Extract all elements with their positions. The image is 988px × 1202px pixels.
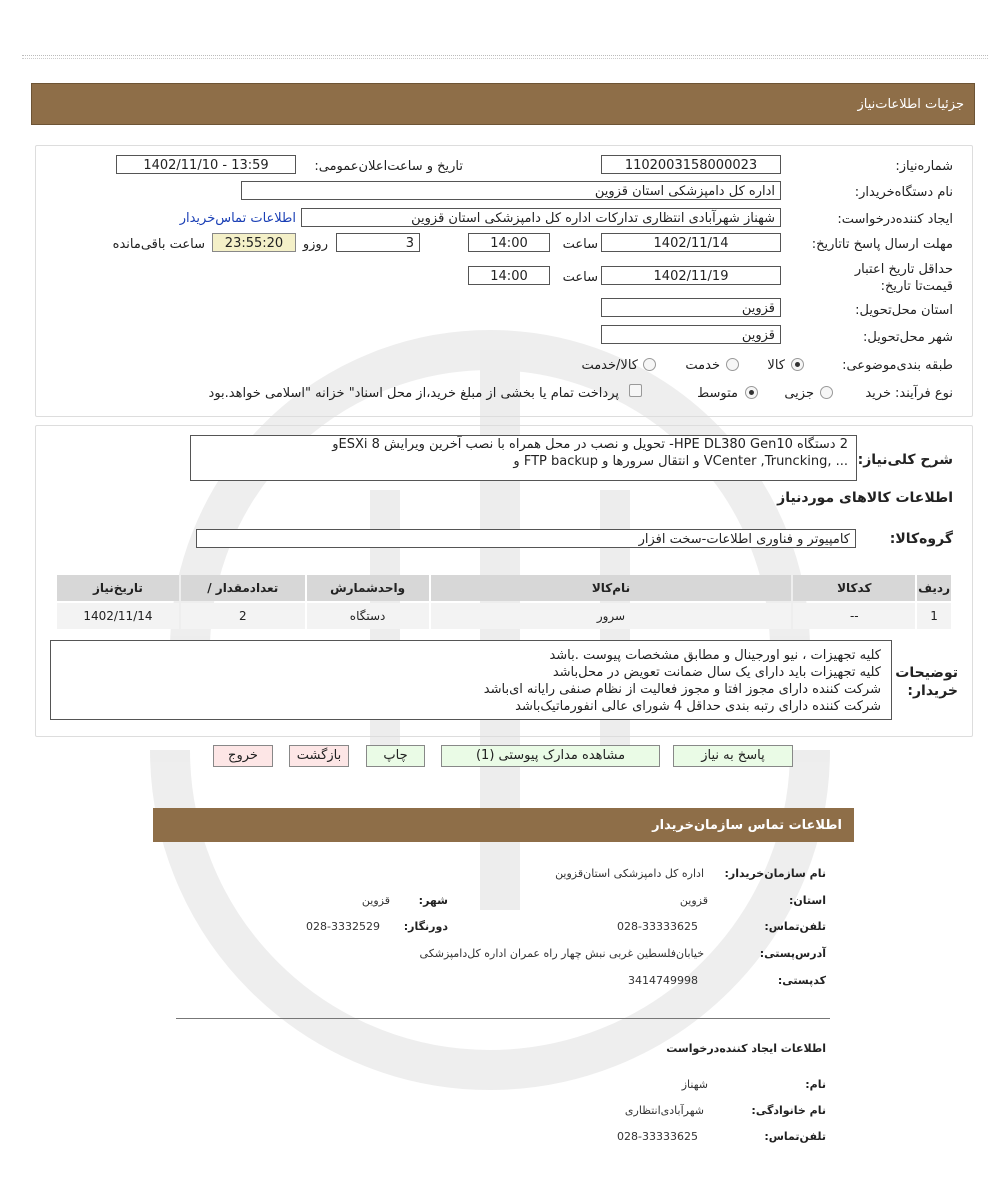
category-goods-radio[interactable] [791,358,804,371]
announce-label: تاریخ و ساعت‌اعلان‌عمومی: [314,159,463,174]
buyer-notes-field [50,640,892,720]
description-label: شرح کلی‌نیاز: [857,452,953,468]
category-service-radio[interactable] [726,358,739,371]
process-small-radio[interactable] [820,386,833,399]
divider [176,1018,830,1019]
exit-button[interactable]: خروج [213,745,273,767]
buyer-note-line: کلیه تجهیزات ، نیو اورجینال و مطابق مشخصات پیوست .باشد [549,648,881,663]
top-dotted-line [22,55,988,56]
need-number-label: شماره‌نیاز: [895,159,953,174]
category-service-label: خدمت [685,358,720,373]
col-row: ردیف [917,575,951,601]
contact-title: اطلاعات تماس سازمان‌خریدار [652,818,842,833]
creator-phone-value: 028-33333625 [617,1130,698,1143]
deadline-date-field: 1402/11/14 [601,233,781,252]
deadline-time-label: ساعت [562,237,598,252]
creator-label: ایجاد کننده‌درخواست: [837,212,953,227]
validity-label: حداقل تاریخ اعتبار قیمت‌تا تاریخ: [854,262,953,294]
remaining-time-field: 23:55:20 [212,233,296,252]
col-qty: تعداد‌مقدار / [181,575,305,601]
creator-name-label: نام: [805,1078,826,1091]
postal-value: 3414749998 [628,974,698,987]
buyer-field: اداره کل دامپزشکی استان قزوین [241,181,781,200]
process-medium-label: متوسط [697,386,738,401]
postal-label: کد‌پستی: [777,974,826,987]
group-label: گروه‌کالا: [889,531,953,547]
validity-date-field: 1402/11/19 [601,266,781,285]
city-field: قزوین [601,325,781,344]
back-button[interactable]: بازگشت [289,745,349,767]
org-value: اداره کل دامپزشکی استان‌قزوین [555,867,704,880]
address-value: خیابان‌فلسطین غربی نبش چهار راه عمران اداره کل‌دامپزشکی [419,947,704,960]
deadline-time-field: 14:00 [468,233,550,252]
contact-header [153,808,854,842]
top-dotted-line-2 [22,58,988,59]
contact-city-value: قزوین [361,894,390,907]
items-table-header [57,575,951,601]
buyer-note-line: شرکت کننده دارای مجوز افتا و مجوز فعالیت از نظام صنفی رایانه ای‌باشد [483,682,881,697]
days-label: روزو [302,237,328,252]
buyer-contact-link[interactable]: اطلاعات تماس‌خریدار [179,211,296,226]
payment-note: پرداخت تمام یا بخشی از مبلغ خرید،از محل اسناد" خزانه "اسلامی خواهد.بود [208,386,619,401]
reply-button[interactable]: پاسخ به نیاز [673,745,793,767]
fax-label: دورنگار: [403,920,448,933]
contact-province-value: قزوین [679,894,708,907]
province-field: قزوین [601,298,781,317]
description-field [190,435,857,481]
cell-code: -- [793,603,915,629]
remaining-label: ساعت باقی‌مانده [112,237,205,252]
deadline-label: مهلت ارسال پاسخ تا‌تاریخ: [811,237,953,252]
creator-family-label: نام خانوادگی: [751,1104,826,1117]
col-name: نام‌کالا [431,575,792,601]
process-medium-radio[interactable] [745,386,758,399]
cell-date: 1402/11/14 [57,603,179,629]
city-label: شهر محل‌تحویل: [863,330,953,345]
buyer-note-line: کلیه تجهیزات باید دارای یک سال ضمانت تعویض در محل‌باشد [552,665,881,680]
category-label: طبقه بندی‌موضوعی: [842,358,953,373]
attachments-button[interactable]: مشاهده مدارک پیوستی (1) [441,745,660,767]
print-button[interactable]: چاپ [366,745,425,767]
col-code: کدکالا [793,575,915,601]
province-label: استان محل‌تحویل: [855,303,953,318]
process-label: نوع فرآیند: [895,386,953,401]
category-both-radio[interactable] [643,358,656,371]
payment-checkbox[interactable] [629,384,642,397]
description-line-1: 2 دستگاه HPE DL380 Gen10- تحویل و نصب در محل همراه با نصب آخرین ویرایش ESXi 8و [332,437,848,452]
category-both-label: کالا/خدمت [581,358,638,373]
group-field: کامپیوتر و فناوری اطلاعات-سخت افزار [196,529,856,548]
cell-qty: 2 [181,603,305,629]
header-title: جزئیات اطلاعات‌نیاز [857,97,964,112]
cell-unit: دستگاه [307,603,429,629]
items-table [55,573,953,631]
table-row [57,603,951,629]
cell-name: سرور [431,603,792,629]
days-field: 3 [336,233,420,252]
details-header [31,83,975,125]
announce-field: 1402/11/10 - 13:59 [116,155,296,174]
need-number-field: 1102003158000023 [601,155,781,174]
col-date: تاریخ‌نیاز [57,575,179,601]
creator-phone-label: تلفن‌تماس: [764,1130,826,1143]
creator-field: شهناز شهرآبادی انتظاری تدارکات اداره کل دامپزشکی استان قزوین [301,208,781,227]
items-section-title: اطلاعات کالاهای مورد‌نیاز [777,490,953,506]
process-buy-label: خرید [865,386,891,401]
contact-phone-value: 028-33333625 [617,920,698,933]
description-line-2: ... ,VCenter ,Truncking و انتقال سرورها و FTP backup و [513,454,848,469]
creator-info-title: اطلاعات ایجاد کننده‌درخواست [666,1042,826,1055]
contact-city-label: شهر: [418,894,448,907]
process-small-label: جزیی [784,386,814,401]
buyer-notes-label: توضیحات خریدار: [895,665,958,699]
contact-province-label: استان: [789,894,826,907]
creator-name-value: شهناز [681,1078,708,1091]
buyer-label: نام دستگاه‌خریدار: [854,185,953,200]
category-goods-label: کالا [767,358,785,373]
address-label: آدرس‌پستی: [759,947,826,960]
validity-time-label: ساعت [562,270,598,285]
org-label: نام سازمان‌خریدار: [724,867,826,880]
buyer-note-line: شرکت کننده دارای رتبه بندی حداقل 4 شورای عالی انفورماتیک‌باشد [515,699,881,714]
creator-family-value: شهرآبادی‌انتظاری [624,1104,704,1117]
contact-phone-label: تلفن‌تماس: [764,920,826,933]
cell-row: 1 [917,603,951,629]
fax-value: 028-3332529 [306,920,380,933]
col-unit: واحدشمارش [307,575,429,601]
validity-time-field: 14:00 [468,266,550,285]
